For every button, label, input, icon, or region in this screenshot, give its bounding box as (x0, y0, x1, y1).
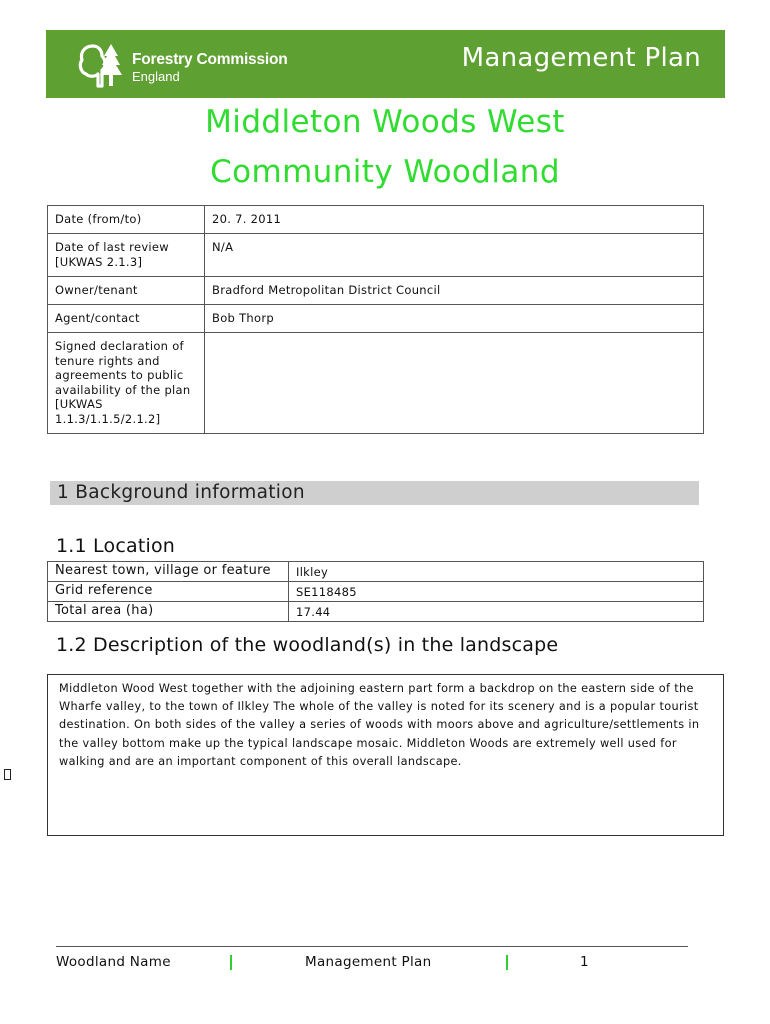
footer-separator (230, 955, 232, 970)
row-label: Signed declaration of tenure rights and agreements to public availability of the plan [UKWAS 1.1.3/1.1.5/2.1.2] (48, 333, 205, 434)
row-value: 17.44 (289, 602, 704, 622)
section-heading: 1 Background information (57, 482, 305, 503)
row-label: Grid reference (48, 582, 289, 602)
description-heading: 1.2 Description of the woodland(s) in the landscape (56, 634, 559, 656)
table-row (48, 582, 704, 602)
plan-info-table (47, 205, 704, 434)
row-label: Total area (ha) (48, 602, 289, 622)
footer-divider (56, 946, 688, 947)
row-value: SE118485 (289, 582, 704, 602)
footer-separator (506, 955, 508, 970)
table-row (48, 206, 704, 234)
document-title-line-1: Middleton Woods West (205, 104, 565, 140)
brand-subtitle: England (132, 69, 180, 84)
row-value: Bradford Metropolitan District Council (205, 277, 704, 305)
row-value: N/A (205, 234, 704, 277)
section-heading-bar (50, 481, 699, 505)
table-row (48, 562, 704, 582)
row-label: Agent/contact (48, 305, 205, 333)
footer-woodland-name: Woodland Name (56, 954, 171, 970)
header-banner (46, 30, 725, 98)
row-label: Nearest town, village or feature (48, 562, 289, 582)
tree-logo-icon (78, 42, 126, 88)
row-label: Date of last review [UKWAS 2.1.3] (48, 234, 205, 277)
footer-doc-title: Management Plan (305, 954, 432, 970)
location-table (47, 561, 704, 622)
table-row (48, 602, 704, 622)
location-heading: 1.1 Location (56, 535, 176, 557)
page-number: 1 (580, 954, 589, 970)
brand-name: Forestry Commission (132, 51, 288, 68)
table-row (48, 234, 704, 277)
table-row (48, 305, 704, 333)
banner-title: Management Plan (461, 43, 701, 73)
margin-marker-icon (4, 769, 11, 780)
table-row (48, 277, 704, 305)
row-value (205, 333, 704, 434)
description-text-box: Middleton Wood West together with the adjoining eastern part form a backdrop on the eastern side of the Wharfe valley, to the town of Ilkley The whole of the valley is noted for its scenery and is a popular tourist destination. On both sides of the valley a series of woods with moors above and agriculture/settlements in the valley bottom make up the typical landscape mosaic. Middleton Woods are extremely well used for walking and are an important component of this overall landscape. (47, 674, 724, 836)
table-row (48, 333, 704, 434)
row-value: Bob Thorp (205, 305, 704, 333)
row-label: Date (from/to) (48, 206, 205, 234)
document-title-line-2: Community Woodland (210, 154, 560, 190)
row-label: Owner/tenant (48, 277, 205, 305)
row-value: 20. 7. 2011 (205, 206, 704, 234)
row-value: Ilkley (289, 562, 704, 582)
